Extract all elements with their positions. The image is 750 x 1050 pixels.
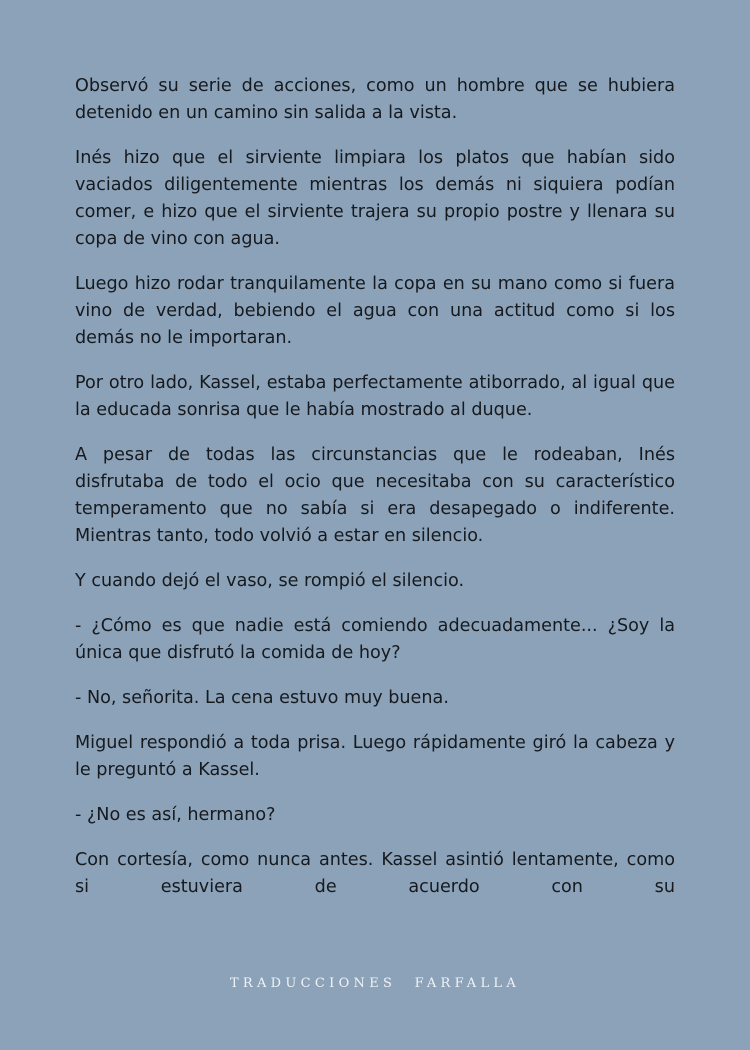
paragraph: Con cortesía, como nunca antes. Kassel asintió lentamente, como si estuviera de acuerdo con su: [75, 850, 675, 897]
footer-credit: TRADUCCIONES FARFALLA: [229, 976, 521, 991]
page-text: [75, 73, 675, 901]
dialogue-line: - ¿No es así, hermano?: [75, 805, 276, 825]
paragraph: Inés hizo que el sirviente limpiara los platos que habían sido vaciados diligentemente mientras los demás ni siquiera podían comer, e hizo que el sirviente trajera su propio postre y llenara su copa de vino con agua.: [75, 148, 675, 249]
paragraph: Observó su serie de acciones, como un hombre que se hubiera detenido en un camino sin salida a la vista.: [75, 76, 675, 123]
paragraph: Por otro lado, Kassel, estaba perfectamente atiborrado, al igual que la educada sonrisa que le había mostrado al duque.: [75, 373, 675, 420]
dialogue-line: - ¿Cómo es que nadie está comiendo adecuadamente... ¿Soy la única que disfrutó la comida de hoy?: [75, 616, 675, 663]
paragraph: Luego hizo rodar tranquilamente la copa en su mano como si fuera vino de verdad, bebiendo el agua con una actitud como si los demás no le importaran.: [75, 274, 675, 348]
dialogue-line: - No, señorita. La cena estuvo muy buena.: [75, 688, 449, 708]
paragraph: A pesar de todas las circunstancias que le rodeaban, Inés disfrutaba de todo el ocio que necesitaba con su característico temperamento que no sabía si era desapegado o indiferente. Mientras tanto, todo volvió a estar en silencio.: [75, 445, 675, 546]
paragraph: Y cuando dejó el vaso, se rompió el silencio.: [75, 571, 465, 591]
paragraph: Miguel respondió a toda prisa. Luego rápidamente giró la cabeza y le preguntó a Kassel.: [75, 733, 675, 780]
